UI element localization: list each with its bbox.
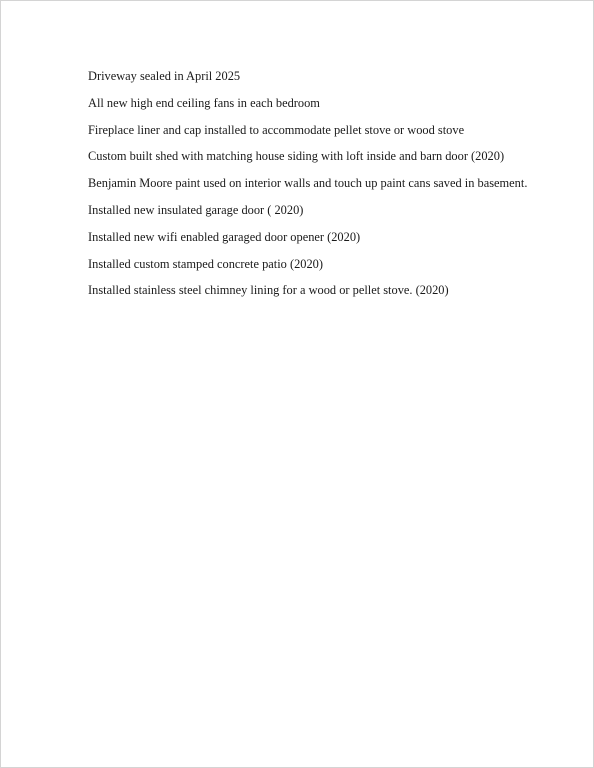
list-item: Driveway sealed in April 2025: [88, 69, 241, 83]
list-item: Fireplace liner and cap installed to accommodate pellet stove or wood stove: [88, 122, 465, 137]
list-item: Installed new wifi enabled garaged door opener (2020): [88, 229, 361, 244]
list-item: Installed custom stamped concrete patio (2020): [88, 256, 324, 271]
list-item: Installed new insulated garage door ( 2020): [88, 202, 304, 217]
improvement-list: [88, 68, 578, 309]
list-item: Custom built shed with matching house siding with loft inside and barn door (2020): [88, 149, 505, 164]
list-item: Installed stainless steel chimney lining for a wood or pellet stove. (2020): [88, 283, 449, 298]
list-item: All new high end ceiling fans in each bedroom: [88, 95, 320, 110]
list-item: Benjamin Moore paint used on interior walls and touch up paint cans saved in basement.: [88, 176, 528, 191]
